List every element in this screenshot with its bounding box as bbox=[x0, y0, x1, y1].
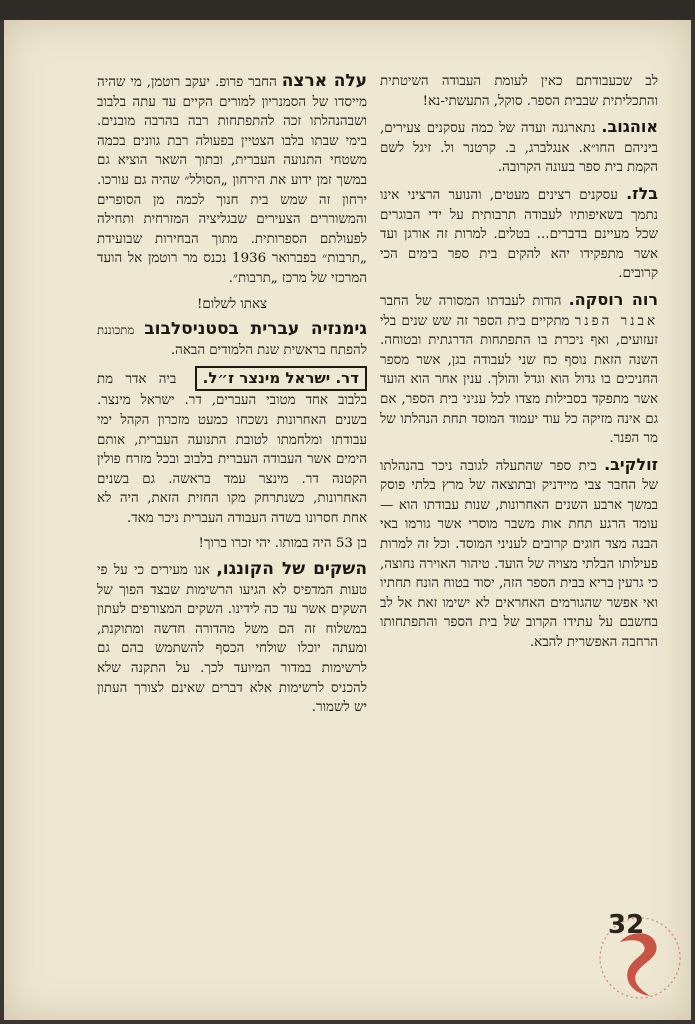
heading-rava-ruska: רוה רוסקה. bbox=[568, 289, 658, 309]
obituary-boxed-title: דר. ישראל מינצר ז״ל. bbox=[195, 366, 367, 391]
scan-top-edge bbox=[0, 0, 695, 20]
intro-text: לב שכעבודתם כאין לעומת העבודה השיטתית והתכליתית שבבית הספר. סוקל, התעשתי-נא! bbox=[380, 74, 658, 109]
text-zolkiew: בית ספר שהתעלה לגובה ניכר בהנהלתו של החבר צבי מיידניק ובתוצאה של מרץ בלתי פוסק במשך ארבע השנים האחרונות, שנות עבודתו הוא — עומד הרגע תחת אות משבר מוסרי אשר גורמו באי הבנה מצד חוגים קרובים לעניני המוסד. וכל זה למרות פעילותו הבלתי מצויה של הועד. טיהור האוירה נחוצה, כי גרעין בריא בבית הספר הזה, יסוד בטוח הונח תחתיו ואי אפשר שהגורמים האחראים לא ישימו זאת אל לב בחשבם על עתידו הקרוב של בית הספר והתפתחותו הרחבה האפשרית להבא. bbox=[380, 458, 658, 651]
right-column bbox=[380, 72, 658, 659]
heading-congress-sacks: השקים של הקונגו, bbox=[216, 559, 367, 580]
paragraph-aliyah bbox=[97, 72, 367, 289]
heading-gymnasium: גימנזיה עברית בסטניסלבוב bbox=[144, 319, 367, 340]
paragraph-obituary bbox=[97, 366, 367, 528]
text-belz: עסקנים רצינים מעטים, והנוער הרציני אינו נתמך בשאיפותיו לעבודה תרבותית על ידי הבוגרים שכל מעיינם בדברים... בטלים. למרות זה אורגן ועד אשר מתפקידו יהא להקים בית ספר בימים הכי קרובים. bbox=[380, 187, 658, 282]
farewell-line bbox=[97, 295, 367, 315]
heading-zolkiew: זולקיב. bbox=[604, 454, 658, 474]
farewell-text: צאתו לשלום! bbox=[196, 296, 268, 312]
text-rava-ruska-a: הודות לעבדתו המסורה של החבר bbox=[380, 293, 562, 309]
page-number: 32 bbox=[608, 910, 645, 940]
text-obituary: ביה אדר מת בלבוב אחד מטובי העברים, דר. ישראל מינצר. בשנים האחרונות נשכחו כמעט מזכרון הקהל ימי עבודתו ומלחמתו לטובת התנועה העברית, אותם הימים אשר העבודה העברית בלבוב ובכל מזרח פולין הקטנה דר. מינצר עמד בראשה. גם בשנים האחרונות, כשנתרחק מקו החזית הזאת, היה לא אחת חסרונו בשדה העבודה העברית ניכר מאד. bbox=[97, 372, 367, 526]
paragraph-ohagov bbox=[380, 117, 658, 178]
newspaper-page bbox=[4, 20, 691, 1020]
text-aliyah: החבר פרופ. יעקב רוטמן, מי שהיה מייסדו של הסמנריון למורים הקיים עד עתה בלבוב ושבהנהלתו זכה להתפתחות רבה בהרבה מובנים. בימי שבתו בלבו הצטיין בפעולה רבת גוונים בכמה משטחי התנועה העברית, ובתוך השאר הוציא גם במשך זמן ידוע את הירחון „הסולל״ שהיה גם עורכו. ירחון זה שמש בית חנוך לכמה מן הסופרים והמשוררים הצעירים שבגליציה המזרחית ותחילה לפעולתם הספרותית. מתוך הבחירות שבועידת „תרבות״ בפברואר 1936 נכנס מר רוטמן אל הועד המרכזי של מרכז „תרבות״. bbox=[97, 75, 367, 286]
text-rava-ruska-b: מתקיים בית הספר זה שש שנים בלי זעזועים, ואף ניכרת בו התפתחות הדרגתית ובטוחה. השנה הזאת נוסף כח שני לעבודה בגן, אשר מספר החניכים בו גדול הוא וגדל והולך. ענין אחר הוא הועד אשר מתפקד בסבילות מצדו לכל עניני בית הספר, אם גם אינה מזיקה כל עוד יעמוד המוסד תחת הנהלתו של מר הפנר. bbox=[380, 313, 658, 447]
text-congress-sacks: אנו מעירים כי על פי טעות המדפיס לא הגיעו הרשימות שבצד הפוך של השקים אשר עד כה לידינו. השקים המצורפים לעתון במשלוח זה הם משל מהדורה חדשה ומתוקנת, ומעתה יוכלו שולחי הכסף להשתמש בהם גם לרשימות במדור המיועד לכך. על התקנה שלא להכניס לרשימות אלא דברים שאינם לצורך העתון יש לשמור. bbox=[97, 563, 367, 716]
text-ohagov: נתארגנה ועדה של כמה עסקנים צעירים, ביניהם החו״א. אנגלברג, ב. קרטנר ול. זיגל לשם הקמת בית ספר בעונה הקרובה. bbox=[380, 121, 658, 176]
left-column bbox=[97, 72, 367, 724]
paragraph-congress-sacks bbox=[97, 560, 367, 718]
paragraph-rava-ruska bbox=[380, 290, 658, 449]
paragraph-gymnasium bbox=[97, 320, 367, 360]
text-gymnasium-a: מתכוננת bbox=[97, 323, 135, 338]
heading-aliyah: עלה ארצה bbox=[281, 71, 367, 91]
name-avner-hefner: אבנר הפנר bbox=[574, 313, 659, 329]
text-gymnasium-b: להפתח בראשית שנת הלמודים הבאה. bbox=[170, 342, 367, 358]
heading-ohagov: אוהגוב. bbox=[601, 117, 658, 137]
text-obituary-end: בן 53 היה במותו. יהי זכרו ברוך! bbox=[198, 536, 367, 552]
heading-belz: בלז. bbox=[626, 183, 658, 203]
paragraph-intro bbox=[380, 72, 658, 111]
paragraph-belz bbox=[380, 184, 658, 284]
paragraph-obituary-end bbox=[97, 534, 367, 554]
paragraph-zolkiew bbox=[380, 455, 658, 653]
